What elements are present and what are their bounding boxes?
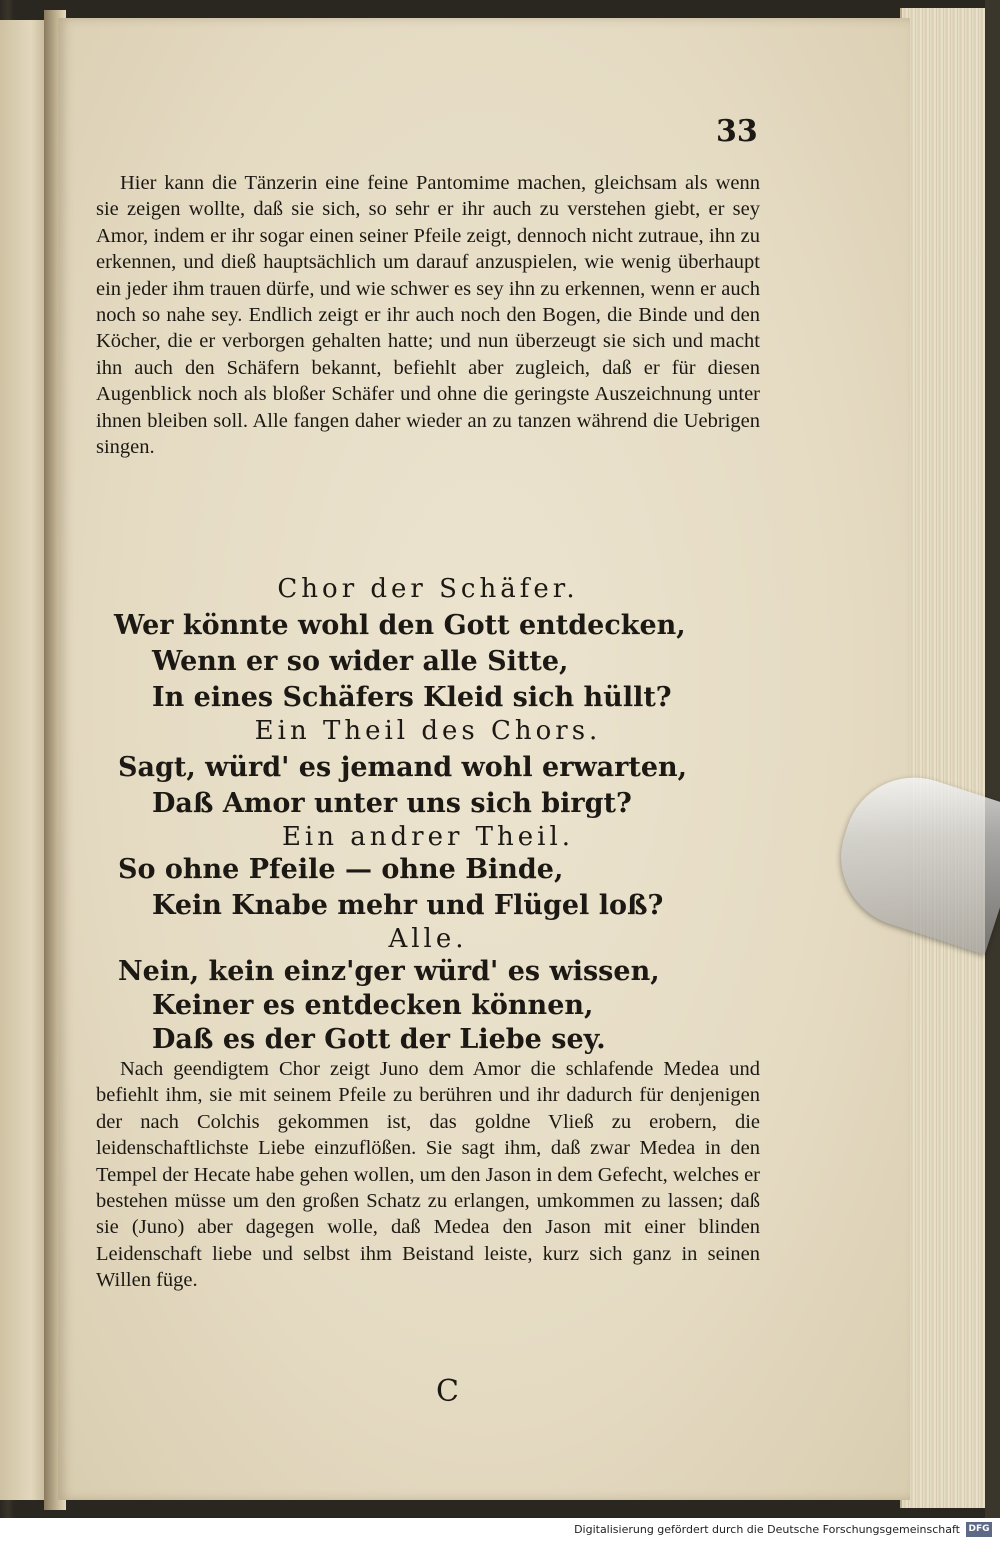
footer-credit: Digitalisierung gefördert durch die Deutsche Forschungsgemeinschaft — [574, 1523, 960, 1536]
verse-line: Daß es der Gott der Liebe sey. — [152, 1024, 606, 1055]
verse-line: In eines Schäfers Kleid sich hüllt? — [152, 682, 672, 713]
verse-line: Daß Amor unter uns sich birgt? — [152, 788, 632, 819]
dfg-logo: DFG — [966, 1522, 992, 1537]
heading-ein-andrer-theil: Ein andrer Theil. — [281, 822, 575, 852]
verse-line: So ohne Pfeile — ohne Binde, — [118, 854, 564, 885]
signature-mark: C — [436, 1374, 459, 1409]
verse-line: Kein Knabe mehr und Flügel loß? — [152, 890, 664, 921]
verse-line: Nein, kein einz'ger würd' es wissen, — [118, 956, 660, 987]
page-edges — [900, 8, 992, 1508]
heading-ein-theil: Ein Theil des Chors. — [254, 716, 602, 746]
verse-line: Sagt, würd' es jemand wohl erwarten, — [118, 752, 688, 783]
verse-line: Wer könnte wohl den Gott entdecken, — [114, 610, 686, 641]
paragraph-stage-direction: Hier kann die Tänzerin eine feine Pantomime machen, gleichsam als wenn sie zeigen wollte, daß sie sich, so sehr er ihr auch zu verstehen giebt, er sey Amor, indem er ihr sogar einen seiner Pfeile zeigt, dennoch nicht zutraue, ihn zu erkennen, und dieß hauptsächlich um darauf anzuspielen, wie wenig überhaupt ein jeder ihm trauen dürfe, und wie schwer es sey ihn zu erkennen, wenn er auch noch so nahe sey. Endlich zeigt er ihr auch noch den Bogen, die Binde und den Köcher, die er verborgen gehalten hatte; und nun überzeugt sie sich und macht ihn auch den Schäfern bekannt, befiehlt aber zugleich, daß er für diesen Augenblick noch als bloßer Schäfer und ohne die geringste Auszeichnung unter ihnen bleiben soll. Alle fangen daher wieder an zu tanzen während die Uebrigen singen. — [96, 172, 760, 459]
verse-line: Keiner es entdecken können, — [152, 990, 594, 1021]
heading-chor-der-schaefer: Chor der Schäfer. — [277, 574, 579, 604]
page-number: 33 — [716, 114, 758, 149]
verse-line: Wenn er so wider alle Sitte, — [152, 646, 569, 677]
book-cover-edge — [985, 0, 1000, 1518]
paragraph-juno-amor: Nach geendigtem Chor zeigt Juno dem Amor die schlafende Medea und befiehlt ihm, sie mit seinem Pfeile zu berühren und ihr dadurch für denjenigen der nach Colchis gekommen ist, das goldne Vließ zu erobern, die leidenschaftlichste Liebe einzuflößen. Sie sagt ihm, daß zwar Medea in den Tempel der Hecate habe gehen wollen, um den Jason in dem Gefecht, welches er bestehen müsse um den großen Schatz zu erlangen, umkommen zu lassen; daß sie (Juno) aber dagegen wolle, daß Medea den Jason mit einer blinden Leidenschaft liebe und selbst ihm Beistand leiste, kurz sich ganz in seinen Willen füge. — [96, 1058, 760, 1292]
heading-alle: Alle. — [388, 924, 468, 954]
footer-bar — [0, 1518, 1000, 1542]
